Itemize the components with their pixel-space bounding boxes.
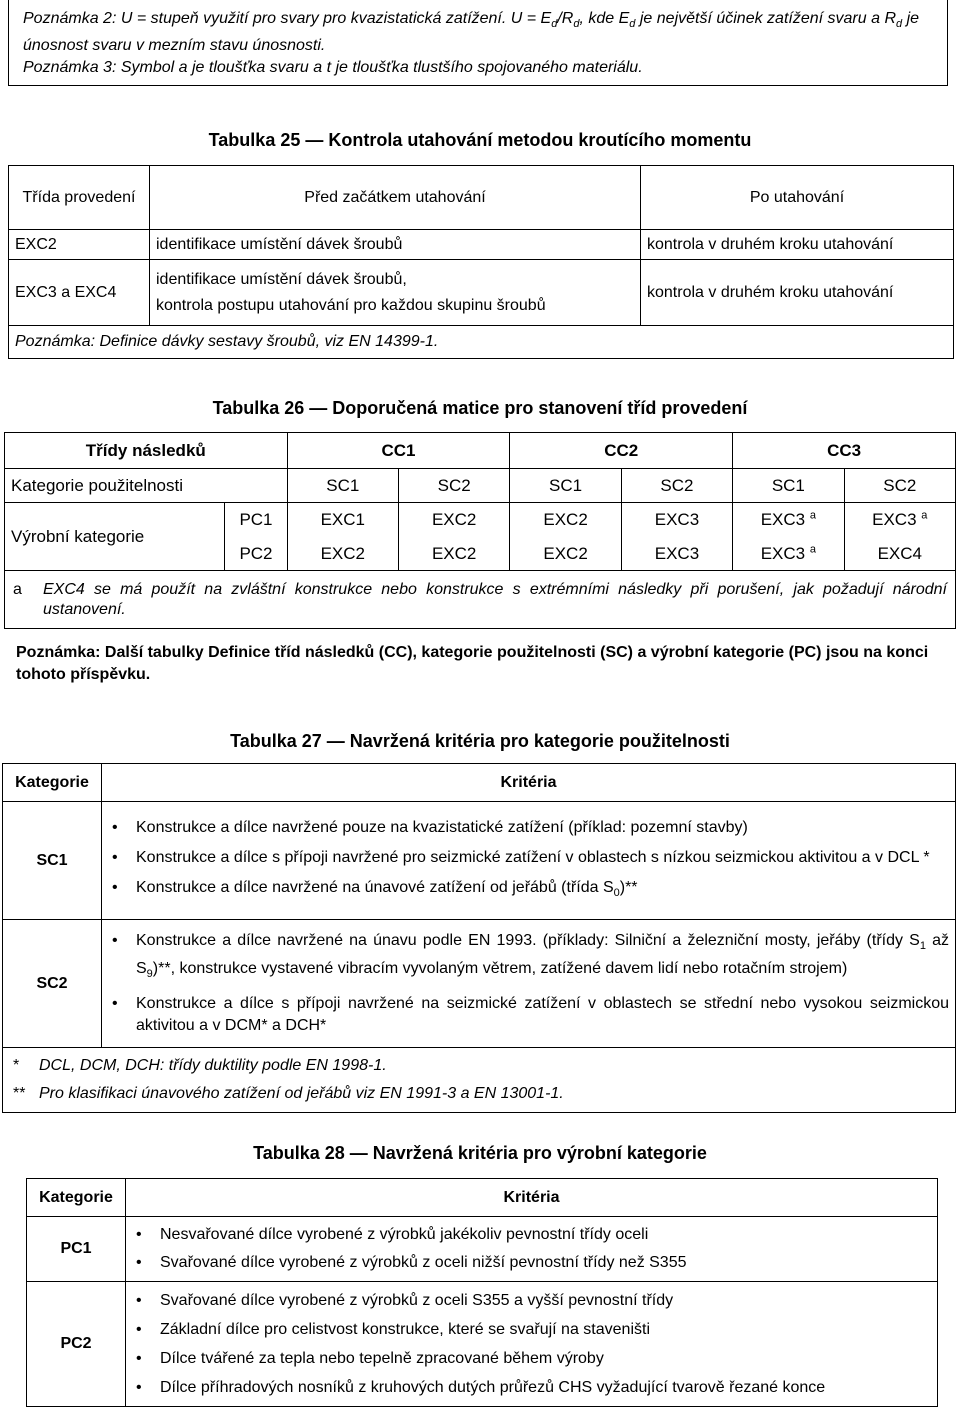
table27-sc2: SC2 — [3, 920, 102, 1048]
list-item: • Svařované dílce vyrobené z výrobků z oceli S355 a vyšší pevnostní třídy — [130, 1286, 931, 1315]
list-item: • Nesvařované dílce vyrobené z výrobků jakékoliv pevnostní třídy oceli — [130, 1221, 931, 1249]
list-item: • Konstrukce a dílce s přípoji navržené pro seizmické zatížení v oblastech s nízkou seizmickou aktivitou a v DCL * — [106, 847, 949, 869]
table26-production-label: Výrobní kategorie — [5, 503, 225, 571]
table26-cell: EXC1 — [287, 503, 398, 537]
table26-cell: EXC2 — [398, 503, 509, 537]
table26-cell: EXC3 — [621, 503, 732, 537]
table26-cell: EXC3 $^a$ — [733, 537, 844, 571]
table28-pc2-criteria — [126, 1282, 938, 1407]
table26-service-label: Kategorie použitelnosti — [5, 469, 288, 503]
table28 — [26, 1178, 938, 1407]
table25 — [8, 165, 954, 359]
table25-row1-class: EXC2 — [9, 230, 150, 260]
table26-sc: SC2 — [844, 469, 955, 503]
table28-head-crit: Kritéria — [126, 1179, 938, 1217]
table25-row2-class: EXC3 a EXC4 — [9, 260, 150, 326]
table27-sc1: SC1 — [3, 802, 102, 920]
table26-sc: SC1 — [733, 469, 844, 503]
table25-head-class: Třída provedení — [9, 166, 150, 230]
table26-sc: SC2 — [621, 469, 732, 503]
table26-cell: EXC2 — [510, 503, 621, 537]
table26-sc: SC1 — [510, 469, 621, 503]
table28-head-cat: Kategorie — [27, 1179, 126, 1217]
table26-footnote: a EXC4 se má použít na zvláštní konstrukce nebo konstrukce s extrémními následky při porušení, jak požadují národní ustanovení. — [5, 571, 956, 629]
table28-pc1-criteria — [126, 1217, 938, 1282]
table27-head-crit: Kritéria — [102, 764, 956, 802]
table26-pc2-label: PC2 — [225, 537, 287, 571]
table26-cell: EXC2 — [510, 537, 621, 571]
table27-title: Tabulka 27 — Navržená kritéria pro kategorie použitelnosti — [230, 731, 730, 751]
table28-title: Tabulka 28 — Navržená kritéria pro výrobní kategorie — [253, 1143, 707, 1163]
table27-head-cat: Kategorie — [3, 764, 102, 802]
table25-row1-after: kontrola v druhém kroku utahování — [641, 230, 954, 260]
list-item: • Konstrukce a dílce s přípoji navržené na seizmické zatížení v oblastech se střední nebo vysokou seizmickou aktivitou a v DCM* a DCH* — [106, 993, 949, 1037]
list-item: • Dílce příhradových nosníků z kruhových dutých průřezů CHS vyžadující tvarově řezané konce — [130, 1373, 931, 1402]
table25-title: Tabulka 25 — Kontrola utahování metodou kroutícího momentu — [208, 130, 752, 150]
table26-cell: EXC3 — [621, 537, 732, 571]
table28-pc1: PC1 — [27, 1217, 126, 1282]
table26-cell: EXC3 $^a$ — [733, 503, 844, 537]
table27 — [2, 763, 956, 1113]
table26-cell: EXC2 — [398, 537, 509, 571]
table25-head-before: Před začátkem utahování — [150, 166, 641, 230]
table26-cell: EXC4 — [844, 537, 955, 571]
list-item: • Konstrukce a dílce navržené pouze na kvazistatické zatížení (příklad: pozemní stavby) — [106, 817, 949, 839]
note-2: Poznámka 2: U = stupeň využití pro svary pro kvazistatická zatížení. $U = E_d/R_d$, kde $E_d$ je největší účinek zatížení svaru a $R_d$ je únosnost svaru v mezním stavu únosnosti. — [23, 10, 920, 55]
note-bold: Poznámka: Další tabulky Definice tříd následků (CC), kategorie použitelnosti (SC) a výrobní kategorie (PC) jsou na konci tohoto příspěvku. — [16, 644, 929, 683]
table25-row1-before: identifikace umístění dávek šroubů — [150, 230, 641, 260]
table27-sc2-criteria — [102, 920, 956, 1048]
list-item: • Svařované dílce vyrobené z výrobků z oceli nižší pevnostní třídy než S355 — [130, 1249, 931, 1277]
table26-sc: SC2 — [398, 469, 509, 503]
table26-cc2: CC2 — [510, 433, 733, 469]
table26 — [4, 432, 956, 629]
table26-sc: SC1 — [287, 469, 398, 503]
table26-consequence-label: Třídy následků — [5, 433, 288, 469]
table27-sc1-criteria — [102, 802, 956, 920]
top-note-box — [8, 0, 948, 86]
table26-title: Tabulka 26 — Doporučená matice pro stanovení tříd provedení — [212, 398, 748, 418]
table26-cc3: CC3 — [733, 433, 956, 469]
table26-cell: EXC3 $^a$ — [844, 503, 955, 537]
table25-head-after: Po utahování — [641, 166, 954, 230]
table28-pc2: PC2 — [27, 1282, 126, 1407]
table26-pc1-label: PC1 — [225, 503, 287, 537]
list-item: • Základní dílce pro celistvost konstrukce, které se svařují na staveništi — [130, 1315, 931, 1344]
list-item: • Dílce tvářené za tepla nebo tepelně zpracované během výroby — [130, 1344, 931, 1373]
table25-row2-before: identifikace umístění dávek šroubů, kontrola postupu utahování pro každou skupinu šroubů — [150, 260, 641, 326]
table25-note: Poznámka: Definice dávky sestavy šroubů, viz EN 14399-1. — [9, 326, 954, 359]
list-item: • Konstrukce a dílce navržené na únavové zatížení od jeřábů (třída $S_0)**$ — [106, 877, 949, 904]
table26-cell: EXC2 — [287, 537, 398, 571]
note-3: Poznámka 3: Symbol a je tloušťka svaru a t je tloušťka tlustšího spojovaného materiálu. — [23, 59, 643, 77]
table26-cc1: CC1 — [287, 433, 510, 469]
table27-footnotes: * DCL, DCM, DCH: třídy duktility podle EN 1998-1. ** Pro klasifikaci únavového zatížení od jeřábů viz EN 1991-3 a EN 13001-1. — [3, 1048, 956, 1113]
table25-row2-after: kontrola v druhém kroku utahování — [641, 260, 954, 326]
list-item: • Konstrukce a dílce navržené na únavu podle EN 1993. (příklady: Silniční a železniční mosty, jeřáby (třídy $S_1$ až $S_9)**$, konstrukce vystavené vibracím vyvolaným větrem, zatížené davem lidí nebo rotačním strojem) — [106, 930, 949, 984]
